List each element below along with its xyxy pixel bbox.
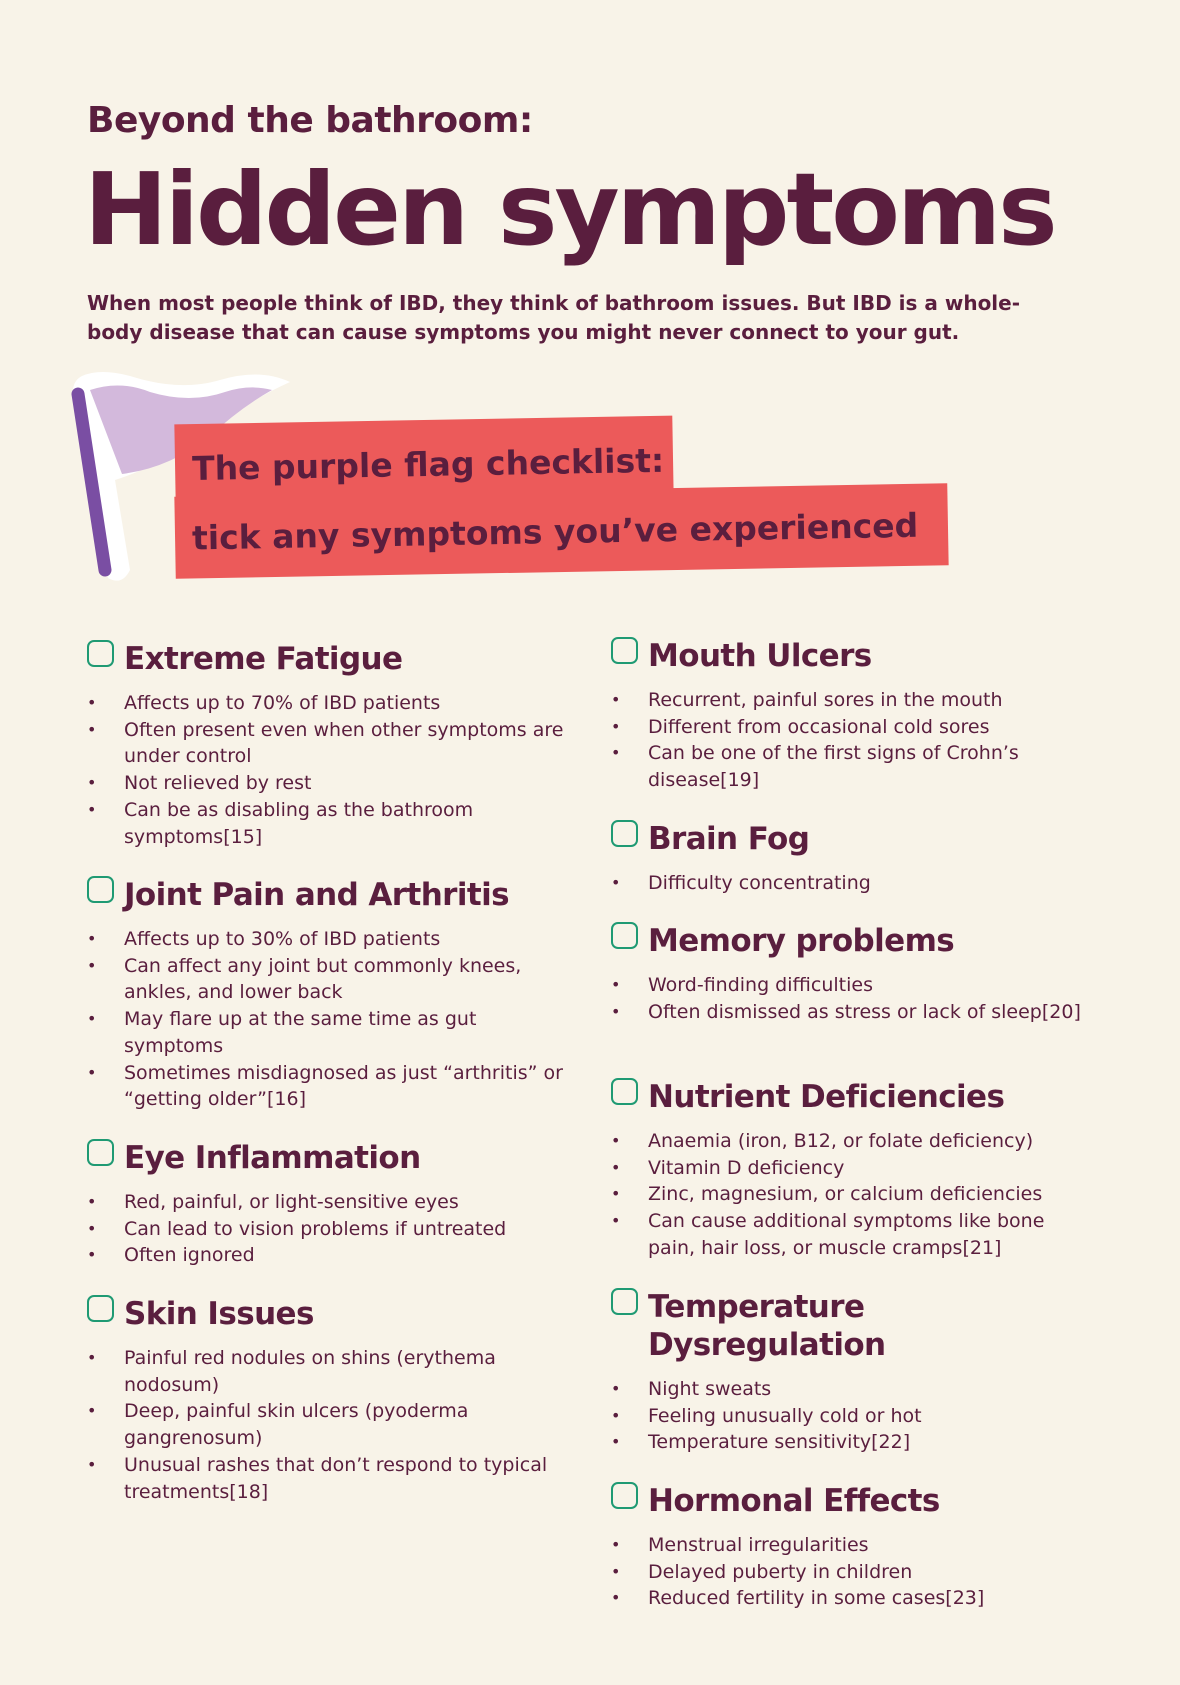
list-item: • Painful red nodules on shins (erythema nodosum) bbox=[87, 1345, 577, 1398]
symptom-nutrient-deficiencies bbox=[611, 1078, 1091, 1262]
checkbox[interactable] bbox=[87, 1139, 114, 1166]
symptom-list bbox=[611, 1376, 1091, 1456]
page-title: Hidden symptoms bbox=[84, 151, 1055, 268]
symptom-list bbox=[87, 926, 577, 1113]
list-item: • Affects up to 30% of IBD patients bbox=[87, 926, 577, 953]
symptom-list bbox=[87, 1189, 577, 1269]
symptom-title: Temperature Dysregulation bbox=[648, 1289, 886, 1363]
list-item: • Different from occasional cold sores bbox=[611, 714, 1091, 741]
symptom-skin-issues bbox=[87, 1295, 577, 1505]
list-item: • Often present even when other symptoms are under control bbox=[87, 717, 577, 770]
symptom-list bbox=[611, 870, 1091, 897]
symptom-title: Memory problems bbox=[648, 923, 955, 959]
checkbox[interactable] bbox=[611, 1288, 638, 1315]
symptom-title: Eye Inflammation bbox=[124, 1140, 421, 1176]
symptom-list bbox=[611, 972, 1091, 1025]
symptom-joint-pain bbox=[87, 876, 577, 1113]
checkbox[interactable] bbox=[611, 1482, 638, 1509]
checklist-banner-title: The purple flag checklist: bbox=[174, 416, 673, 505]
checkbox[interactable] bbox=[611, 637, 638, 664]
list-item: • Often ignored bbox=[87, 1242, 577, 1269]
list-item: • Often dismissed as stress or lack of sleep[20] bbox=[611, 999, 1091, 1026]
symptom-eye-inflammation bbox=[87, 1139, 577, 1269]
list-item: • Menstrual irregularities bbox=[611, 1532, 1091, 1559]
list-item: • Reduced fertility in some cases[23] bbox=[611, 1585, 1091, 1612]
symptom-title: Skin Issues bbox=[124, 1296, 314, 1332]
symptom-list bbox=[611, 1128, 1091, 1262]
symptom-brain-fog bbox=[611, 820, 1091, 897]
checkbox[interactable] bbox=[611, 922, 638, 949]
symptom-title: Hormonal Effects bbox=[648, 1483, 940, 1519]
list-item: • Can be one of the first signs of Crohn’s disease[19] bbox=[611, 740, 1091, 793]
list-item: • Delayed puberty in children bbox=[611, 1559, 1091, 1586]
list-item: • Can be as disabling as the bathroom symptoms[15] bbox=[87, 797, 577, 850]
list-item: • Can cause additional symptoms like bone pain, hair loss, or muscle cramps[21] bbox=[611, 1208, 1091, 1261]
list-item: • Can affect any joint but commonly knees, ankles, and lower back bbox=[87, 953, 577, 1006]
list-item: • Unusual rashes that don’t respond to typical treatments[18] bbox=[87, 1452, 577, 1505]
checkbox[interactable] bbox=[87, 1295, 114, 1322]
page-kicker: Beyond the bathroom: bbox=[87, 100, 533, 141]
symptom-title: Extreme Fatigue bbox=[124, 641, 403, 677]
symptom-temperature-dysregulation bbox=[611, 1288, 1091, 1456]
list-item: • Affects up to 70% of IBD patients bbox=[87, 690, 577, 717]
list-item: • Red, painful, or light-sensitive eyes bbox=[87, 1189, 577, 1216]
symptom-mouth-ulcers bbox=[611, 637, 1091, 794]
list-item: • Vitamin D deficiency bbox=[611, 1155, 1091, 1182]
symptom-list bbox=[611, 1532, 1091, 1612]
symptom-hormonal-effects bbox=[611, 1482, 1091, 1612]
list-item: • Zinc, magnesium, or calcium deficiencies bbox=[611, 1181, 1091, 1208]
list-item: • Sometimes misdiagnosed as just “arthritis” or “getting older”[16] bbox=[87, 1060, 577, 1113]
symptom-list bbox=[87, 1345, 577, 1505]
list-item: • Difficulty concentrating bbox=[611, 870, 1091, 897]
checkbox[interactable] bbox=[611, 820, 638, 847]
list-item: • Temperature sensitivity[22] bbox=[611, 1429, 1091, 1456]
list-item: • Word-finding difficulties bbox=[611, 972, 1091, 999]
symptom-title: Joint Pain and Arthritis bbox=[124, 877, 509, 913]
symptom-list bbox=[611, 687, 1091, 794]
checklist-banner-subtitle: tick any symptoms you’ve experienced bbox=[174, 483, 948, 578]
list-item: • Deep, painful skin ulcers (pyoderma gangrenosum) bbox=[87, 1398, 577, 1451]
checkbox[interactable] bbox=[87, 640, 114, 667]
checkbox[interactable] bbox=[611, 1078, 638, 1105]
symptom-list bbox=[87, 690, 577, 850]
intro-paragraph: When most people think of IBD, they think of bathroom issues. But IBD is a whole-body disease that can cause symptoms you might never connect to your gut. bbox=[87, 291, 1021, 344]
checkbox[interactable] bbox=[87, 876, 114, 903]
list-item: • Night sweats bbox=[611, 1376, 1091, 1403]
symptom-memory-problems bbox=[611, 922, 1091, 1025]
symptom-title: Mouth Ulcers bbox=[648, 638, 872, 674]
symptom-title: Nutrient Deficiencies bbox=[648, 1079, 1005, 1115]
symptom-title: Brain Fog bbox=[648, 821, 810, 857]
list-item: • Can lead to vision problems if untreated bbox=[87, 1216, 577, 1243]
list-item: • Not relieved by rest bbox=[87, 770, 577, 797]
symptom-extreme-fatigue bbox=[87, 640, 577, 850]
list-item: • Anaemia (iron, B12, or folate deficiency) bbox=[611, 1128, 1091, 1155]
list-item: • Recurrent, painful sores in the mouth bbox=[611, 687, 1091, 714]
list-item: • Feeling unusually cold or hot bbox=[611, 1403, 1091, 1430]
list-item: • May flare up at the same time as gut symptoms bbox=[87, 1006, 577, 1059]
